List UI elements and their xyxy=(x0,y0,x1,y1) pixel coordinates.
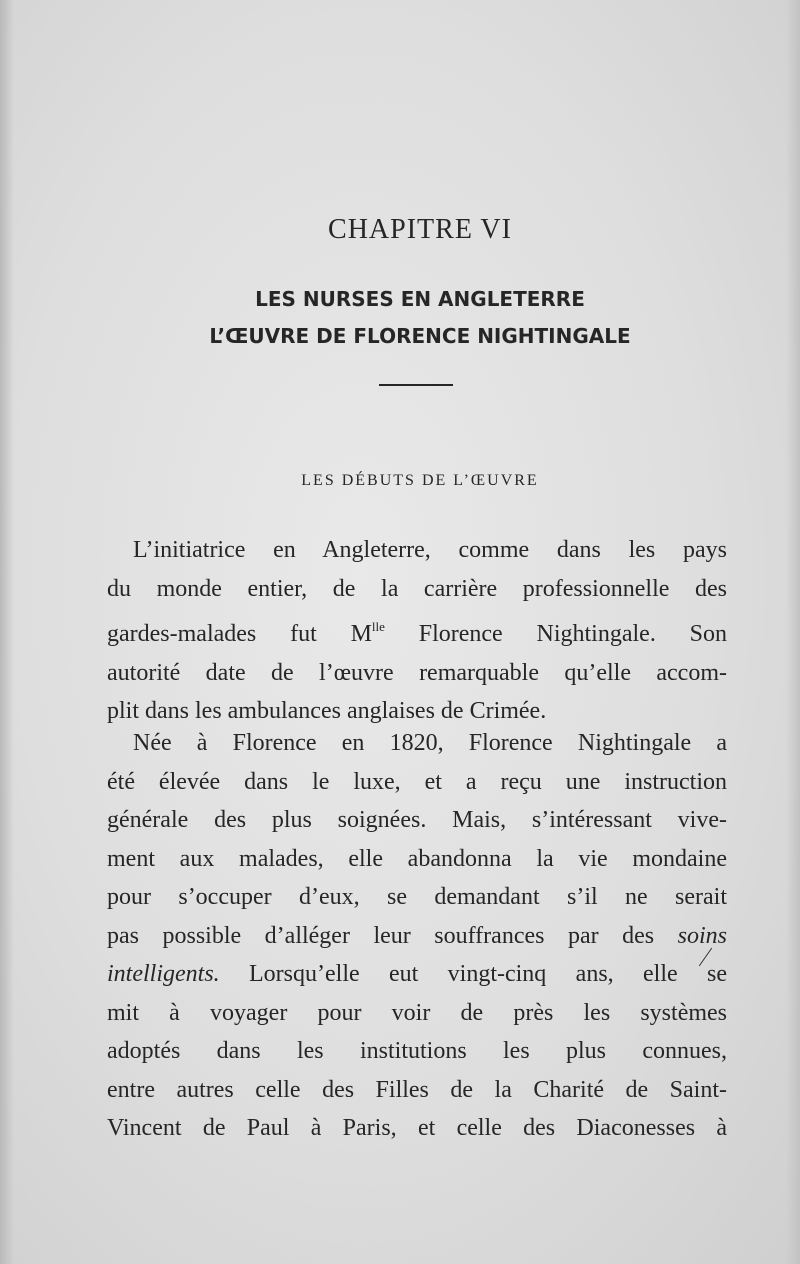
page-edge-right xyxy=(786,0,800,1264)
chapter-title-line-1: LES NURSES EN ANGLETERRE xyxy=(255,287,585,311)
paragraph-line: adoptés dans les institutions les plus connues, xyxy=(107,1038,727,1064)
section-heading: LES DÉBUTS DE L’ŒUVRE xyxy=(301,472,539,489)
paragraph-line: du monde entier, de la carrière professionnelle des xyxy=(107,575,727,602)
paragraph-line: générale des plus soignées. Mais, s’intéressant vive- xyxy=(107,807,727,833)
italic-text: intelligents. xyxy=(107,961,220,987)
text-run: gardes-malades fut M xyxy=(107,621,372,647)
paragraph-2 xyxy=(107,724,727,1148)
title-divider xyxy=(379,384,453,386)
paragraph-line: Née à Florence en 1820, Florence Nightingale a xyxy=(133,730,727,756)
paragraph-1 xyxy=(107,531,727,731)
paragraph-line: autorité date de l’œuvre remarquable qu’elle accom- xyxy=(107,659,727,686)
paragraph-line: Vincent de Paul à Paris, et celle des Diaconesses à xyxy=(107,1115,727,1141)
paragraph-line: pour s’occuper d’eux, se demandant s’il ne serait xyxy=(107,884,727,910)
text-run: Lorsqu’elle eut vingt-cinq ans, elle se xyxy=(219,961,727,987)
paragraph-line: plit dans les ambulances anglaises de Crimée. xyxy=(107,698,547,724)
paragraph-line: mit à voyager pour voir de près les systèmes xyxy=(107,999,727,1026)
chapter-heading: CHAPITRE VI xyxy=(328,214,512,245)
paragraph-line xyxy=(107,955,727,994)
paragraph-line xyxy=(107,608,727,654)
paragraph-line xyxy=(107,917,727,956)
italic-text: soins xyxy=(677,922,727,949)
paragraph-line: L’initiatrice en Angleterre, comme dans les pays xyxy=(133,537,727,563)
chapter-title-line-2: L’ŒUVRE DE FLORENCE NIGHTINGALE xyxy=(209,324,631,348)
text-run: Florence Nightingale. Son xyxy=(384,621,727,647)
paragraph-line: ment aux malades, elle abandonna la vie mondaine xyxy=(107,845,727,872)
superscript-abbreviation: lle xyxy=(371,619,385,634)
paragraph-line: entre autres celle des Filles de la Charité de Saint- xyxy=(107,1076,727,1103)
text-run: pas possible d’alléger leur souffrances par des xyxy=(107,922,678,949)
paragraph-line: été élevée dans le luxe, et a reçu une instruction xyxy=(107,768,727,795)
page-edge-left xyxy=(0,0,14,1264)
